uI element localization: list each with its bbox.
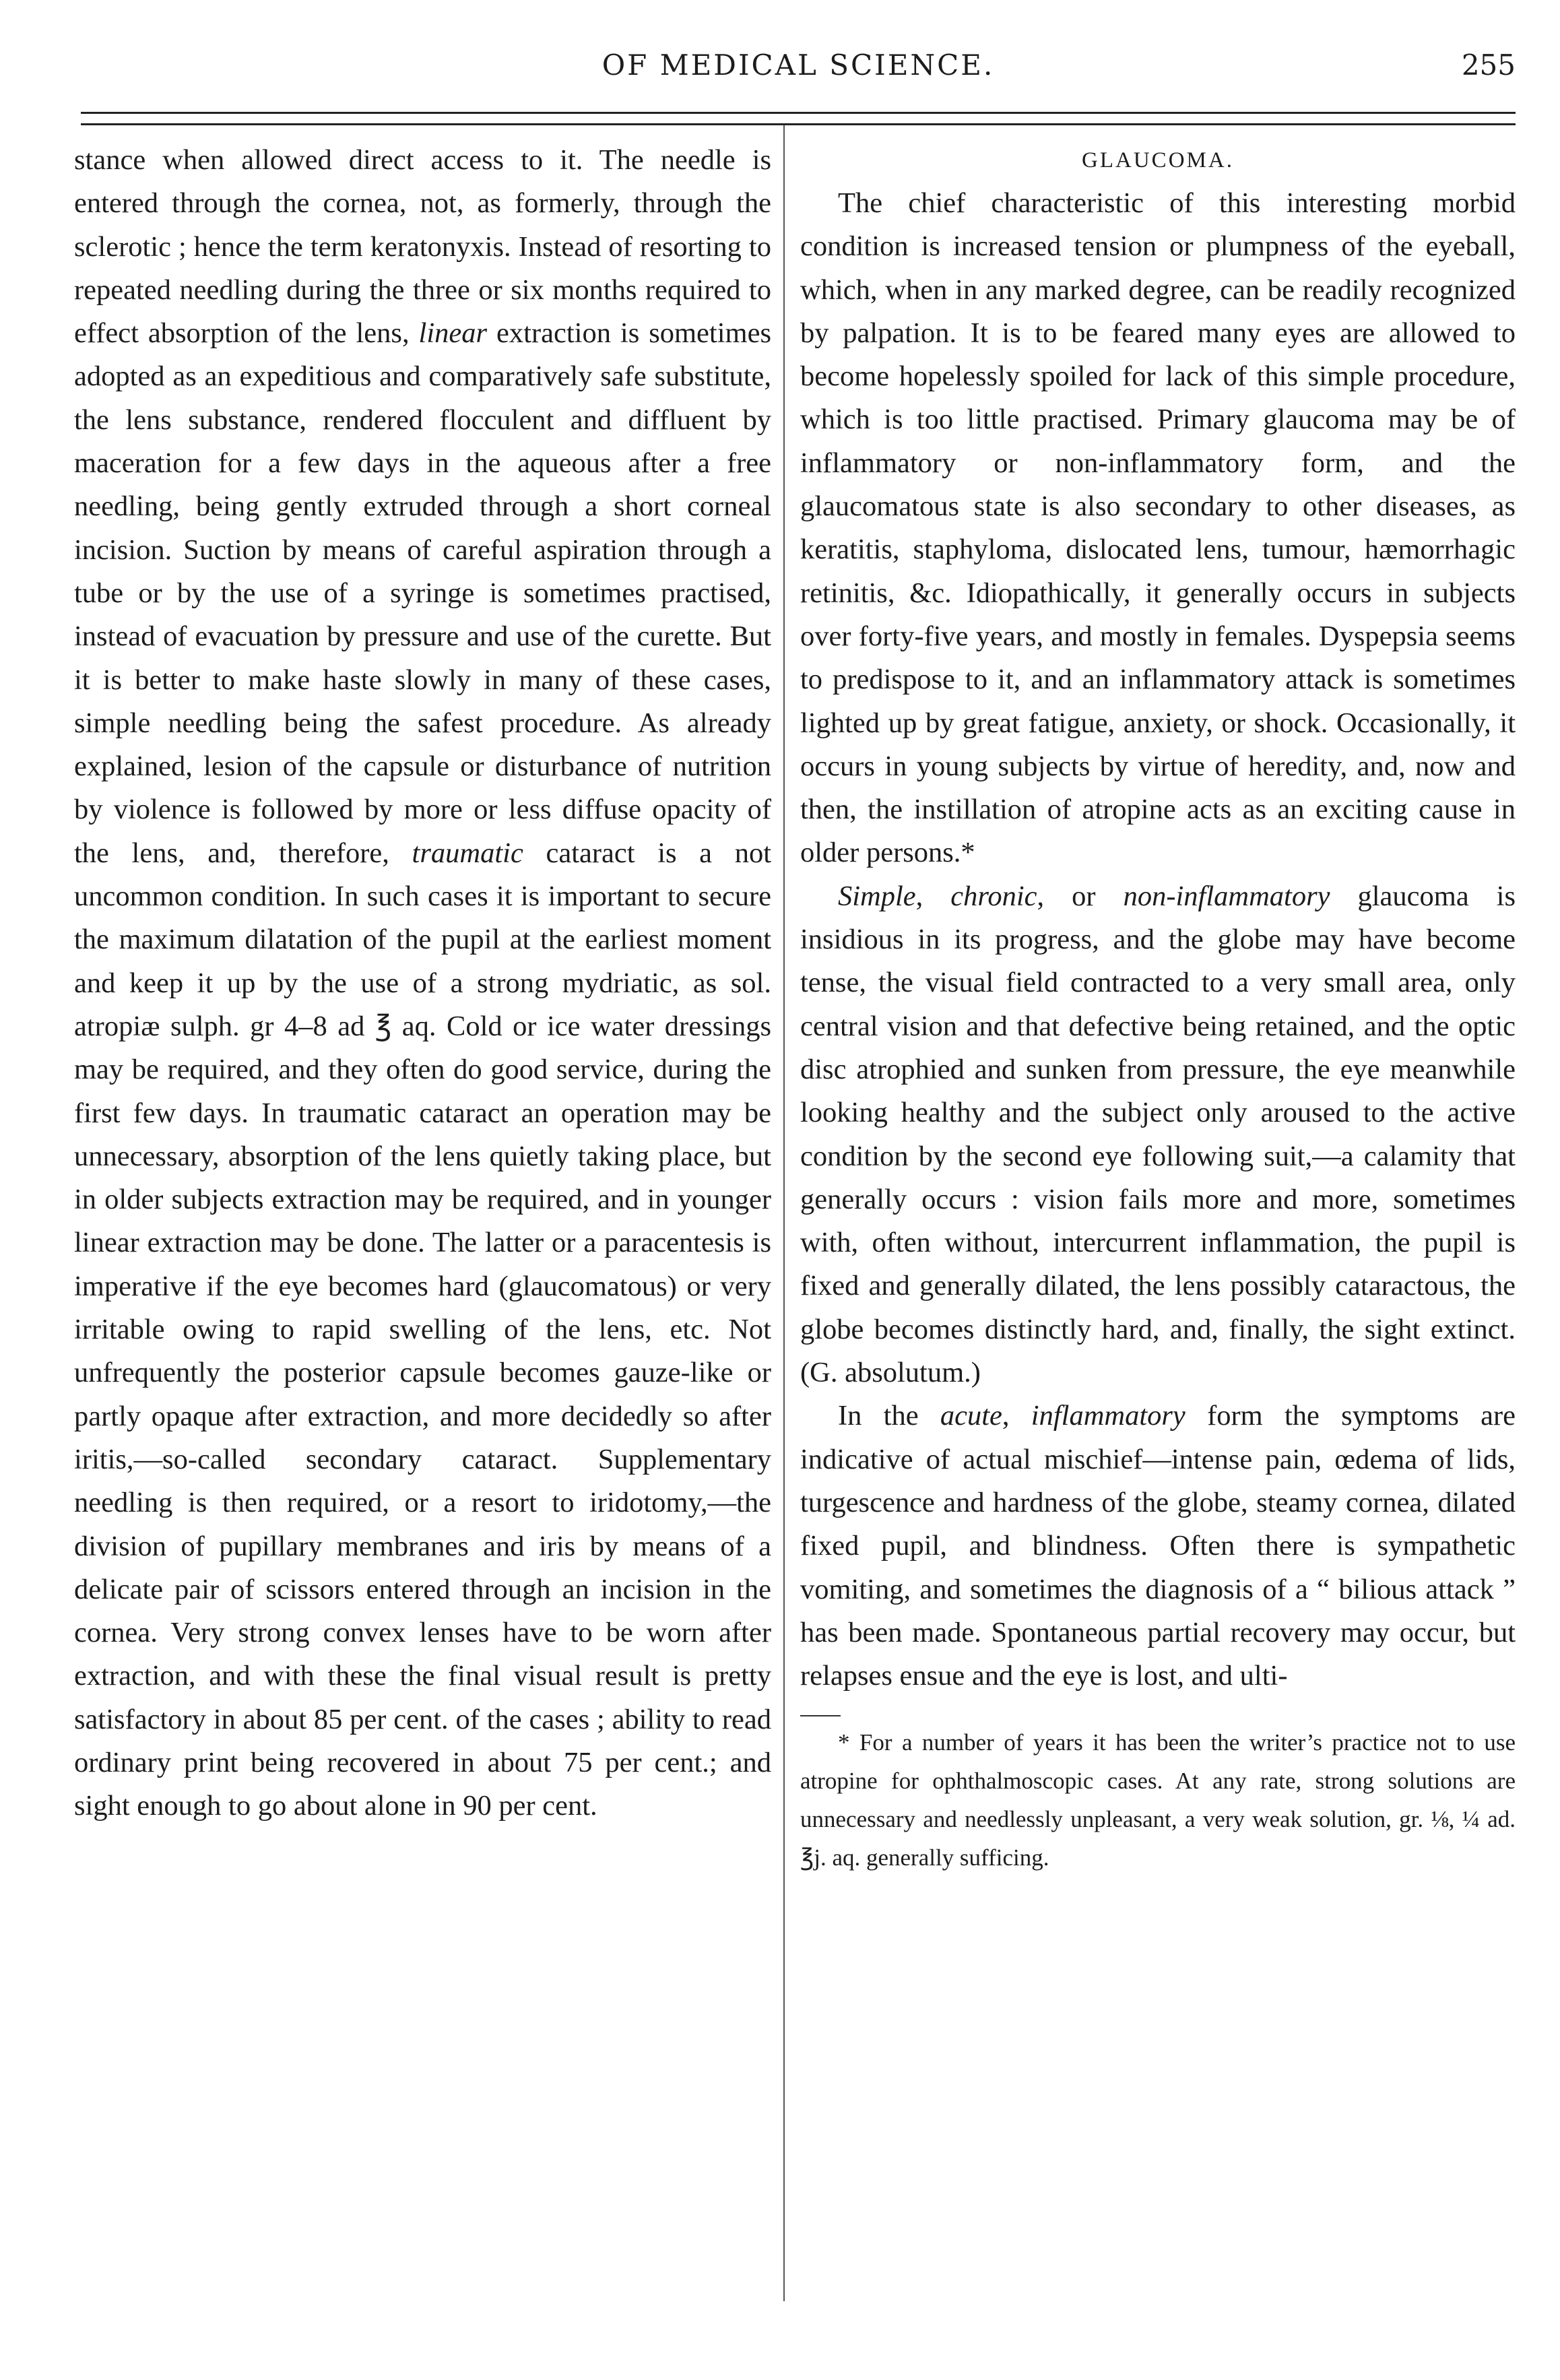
left-p1-text-1: stance when allowed direct access to it. The needle is entered through the cornea, not, as formerly, through the sclerotic ; hence the term keratonyxis. Instead of resorting to repeated needling during the three or six months required to effect absorption of the lens, [74,144,771,350]
left-p1-emphasis-traumatic: traumatic [412,837,523,869]
right-p2-emphasis-non-inflammatory: non-inflammatory [1123,880,1330,912]
right-p2-emphasis-chronic: chronic [950,880,1037,912]
right-p3-text-2: form the symptoms are indicative of actual mischief—intense pain, œdema of lids, turgescence and hardness of the globe, steamy cornea, dilated fixed pupil, and blindness. Often there is sympathetic vomiting, and sometimes the diagnosis of a “ bilious attack ” has been made. Spontaneous partial recovery may occur, but relapses ensue and the eye is lost, and ulti- [800,1400,1516,1692]
header-rule-bottom [81,123,1516,125]
left-p1-text-2: extraction is sometimes adopted as an expeditious and comparatively safe substitute, the lens substance, rendered flocculent and diffluent by maceration for a few days in the aqueous after a free needling, being gently extruded through a short corneal incision. Suction by means of careful aspiration through a tube or by the use of a syringe is sometimes practised, instead of evacuation by pressure and use of the curette. But it is better to make haste slowly in many of these cases, simple needling being the safest procedure. As already explained, lesion of the capsule or disturbance of nutrition by violence is followed by more or less diffuse opacity of the lens, and, therefore, [74,317,771,869]
left-paragraph-1 [74,139,771,1828]
left-p1-emphasis-linear: linear [418,317,488,350]
running-title: OF MEDICAL SCIENCE. [602,49,995,82]
section-heading-glaucoma: GLAUCOMA. [1082,148,1234,172]
left-column [74,139,771,1828]
right-p2-separator-2: , or [1037,880,1124,912]
right-paragraph-3 [800,1394,1516,1698]
right-paragraph-1: The chief characteristic of this interesting morbid condition is increased tension or plumpness of the eyeball, which, when in any marked degree, can be readily recognized by palpation. It is to be feared many eyes are allowed to become hopelessly spoiled for lack of this simple procedure, which is too little practised. Primary glaucoma may be of inflammatory or non-inflammatory form, and the glaucomatous state is also secondary to other diseases, as keratitis, staphyloma, dislocated lens, tumour, hæmorrhagic retinitis, &c. Idiopathically, it generally occurs in subjects over forty-five years, and mostly in females. Dyspepsia seems to predispose to it, and an inflammatory attack is sometimes lighted up by great fatigue, anxiety, or shock. Occasionally, it occurs in young subjects by virtue of heredity, and, now and then, the instillation of atropine acts as an exciting cause in older persons.* [800,187,1516,869]
right-p3-emphasis-inflammatory: inflammatory [1031,1400,1185,1432]
right-paragraph-2 [800,875,1516,1395]
right-column [800,139,1516,1877]
footnote: * For a number of years it has been the writer’s practice not to use atropine for ophthalmoscopic cases. At any rate, strong solutions are unnecessary and needlessly unpleasant, a very weak solution, gr. ⅛, ¼ ad. ℥j. aq. generally sufficing. [800,1729,1516,1871]
page-header [81,49,1516,96]
header-rule-top [81,112,1516,114]
right-p3-separator-1: , [1002,1400,1031,1432]
right-p3-text-1: In the [838,1400,940,1432]
left-p1-text-3: cataract is a not uncommon condition. In such cases it is important to secure the maximum dilatation of the pupil at the earliest moment and keep it up by the use of a strong mydriatic, as sol. atropiæ sulph. gr 4–8 ad ℥ aq. Cold or ice water dressings may be required, and they often do good service, during the first few days. In traumatic cataract an operation may be unnecessary, absorption of the lens quietly taking place, but in older subjects extraction may be required, and in younger linear extraction may be done. The latter or a paracentesis is imperative if the eye becomes hard (glaucomatous) or very irritable owing to rapid swelling of the lens, etc. Not unfrequently the posterior capsule becomes gauze-like or partly opaque after extraction, and more decidedly so after iritis,—so-called secondary cataract. Supplementary needling is then required, or a resort to iridotomy,—the division of pupillary membranes and iris by means of a delicate pair of scissors entered through an incision in the cornea. Very strong convex lenses have to be worn after extraction, and with these the final visual result is pretty satisfactory in about 85 per cent. of the cases ; ability to read ordinary print being recovered in about 75 per cent.; and sight enough to go about alone in 90 per cent. [74,837,771,1822]
right-p2-separator-1: , [915,880,951,912]
column-divider [783,125,785,2301]
right-p2-text: glaucoma is insidious in its progress, and the globe may have become tense, the visual field contracted to a very small area, only central vision and that defective being retained, and the optic disc atrophied and sunken from pressure, the eye meanwhile looking healthy and the subject only aroused to the active condition by the second eye following suit,—a calamity that generally occurs : vision fails more and more, sometimes with, often without, intercurrent inflammation, the pupil is fixed and generally dilated, the lens possibly cataractous, the globe becomes distinctly hard, and, finally, the sight extinct. (G. absolutum.) [800,880,1516,1389]
page-number: 255 [1461,49,1516,82]
footnote-rule [800,1715,841,1716]
right-p2-emphasis-simple: Simple [838,880,916,912]
right-p3-emphasis-acute: acute [940,1400,1002,1432]
